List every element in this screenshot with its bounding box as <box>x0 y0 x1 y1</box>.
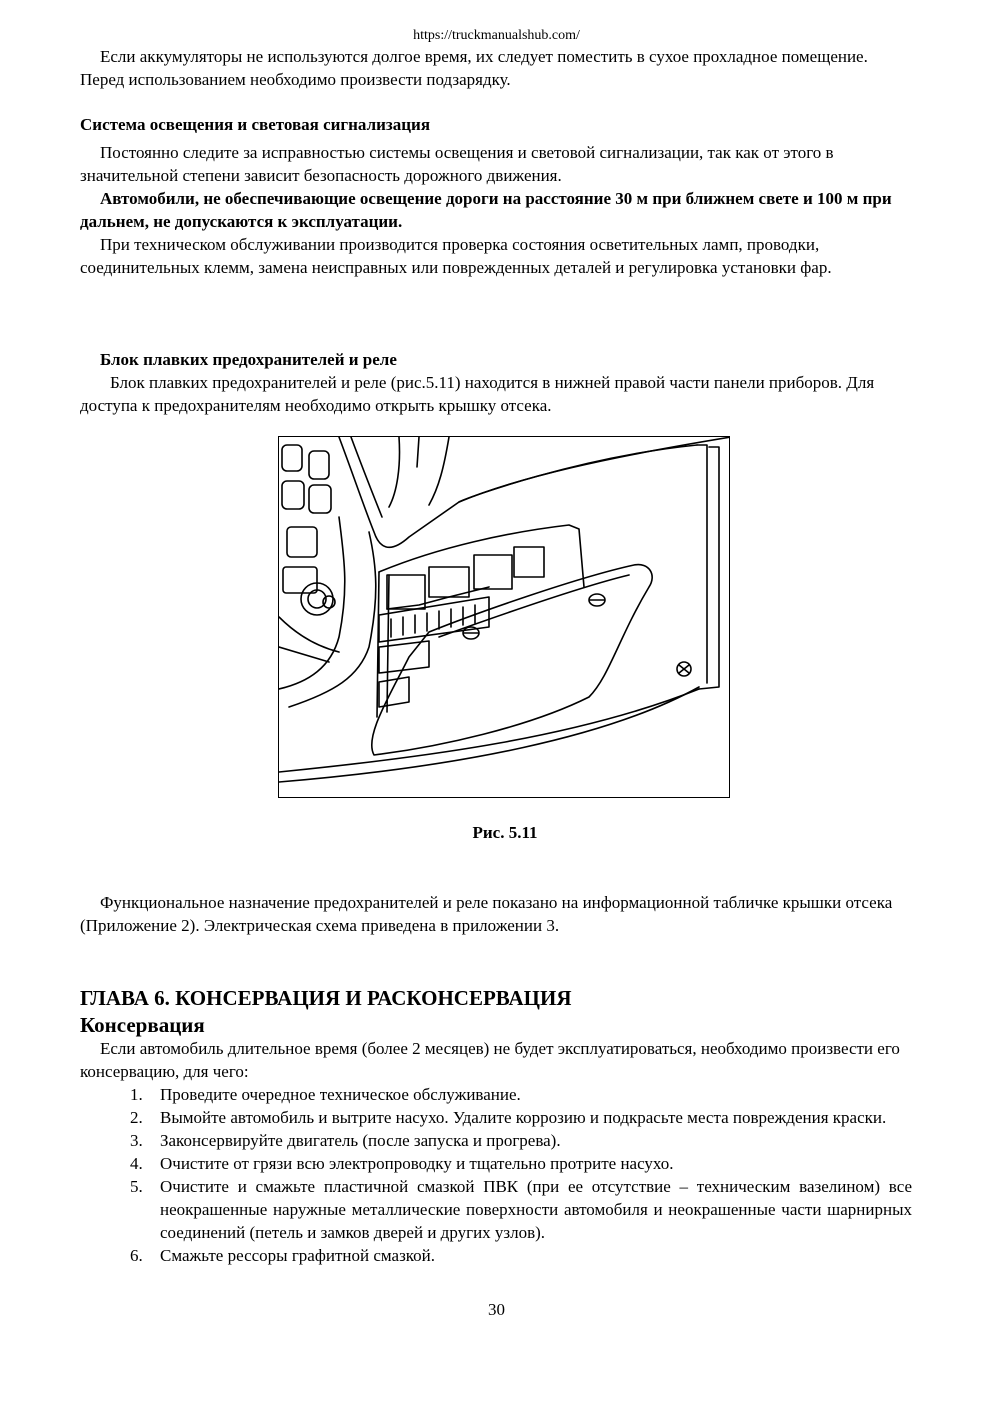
list-item <box>130 1152 912 1175</box>
list-item-number: 4. <box>130 1154 143 1173</box>
fuse-compartment-figure <box>278 436 730 798</box>
list-item <box>130 1106 912 1129</box>
source-url: https://truckmanualshub.com/ <box>413 28 580 43</box>
list-item-number: 6. <box>130 1246 143 1265</box>
list-item <box>130 1083 912 1106</box>
chapter-title: ГЛАВА 6. КОНСЕРВАЦИЯ И РАСКОНСЕРВАЦИЯ <box>80 986 572 1010</box>
list-item-text: Вымойте автомобиль и вытрите насухо. Удалите коррозию и подкрасьте места повреждения краски. <box>160 1108 887 1127</box>
fuse-function-paragraph: Функциональное назначение предохранителей и реле показано на информационной табличке крышки отсека (Приложение 2). Электрическая схема приведена в приложении 3. <box>80 893 893 935</box>
lighting-section-heading: Система освещения и световая сигнализация <box>80 115 431 134</box>
list-item-text: Очистите от грязи всю электропроводку и тщательно протрите насухо. <box>160 1154 674 1173</box>
figure-caption: Рис. 5.11 <box>472 823 538 842</box>
fuse-block-heading: Блок плавких предохранителей и реле <box>100 350 397 369</box>
conservation-steps-list <box>130 1083 912 1267</box>
lighting-paragraph-3: При техническом обслуживании производится проверка состояния осветительных ламп, проводки, соединительных клемм, замена неисправных или поврежденных деталей и регулировка установки фар. <box>80 235 832 277</box>
list-item <box>130 1129 912 1152</box>
list-item-number: 5. <box>130 1177 143 1196</box>
list-item-text: Проведите очередное техническое обслуживание. <box>160 1085 521 1104</box>
list-item <box>130 1175 912 1244</box>
list-item <box>130 1244 912 1267</box>
list-item-number: 1. <box>130 1085 143 1104</box>
battery-storage-paragraph: Если аккумуляторы не используются долгое время, их следует поместить в сухое прохладное помещение. Перед использованием необходимо произвести подзарядку. <box>80 47 868 89</box>
lighting-paragraph-1: Постоянно следите за исправностью системы освещения и световой сигнализации, так как от этого в значительной степени зависит безопасность дорожного движения. <box>80 143 834 185</box>
fuse-compartment-drawing <box>279 437 730 798</box>
list-item-text: Законсервируйте двигатель (после запуска и прогрева). <box>160 1131 561 1150</box>
fuse-block-paragraph: Блок плавких предохранителей и реле (рис.5.11) находится в нижней правой части панели приборов. Для доступа к предохранителям необходимо открыть крышку отсека. <box>80 373 875 415</box>
list-item-text: Очистите и смажьте пластичной смазкой ПВК (при ее отсутствие – техническим вазелином) все неокрашенные наружные металлические поверхности автомобиля и неокрашенные части шарнирных соединений (петель и замков дверей и других узлов). <box>160 1177 912 1242</box>
lighting-warning-paragraph: Автомобили, не обеспечивающие освещение дороги на расстояние 30 м при ближнем свете и 100 м при дальнем, не допускаются к эксплуатации. <box>80 189 892 231</box>
list-item-text: Смажьте рессоры графитной смазкой. <box>160 1246 436 1265</box>
page-number: 30 <box>488 1300 505 1319</box>
list-item-number: 2. <box>130 1108 143 1127</box>
conservation-intro-paragraph: Если автомобиль длительное время (более 2 месяцев) не будет эксплуатироваться, необходимо произвести его консервацию, для чего: <box>80 1039 900 1081</box>
chapter-subtitle: Консервация <box>80 1013 205 1037</box>
list-item-number: 3. <box>130 1131 143 1150</box>
